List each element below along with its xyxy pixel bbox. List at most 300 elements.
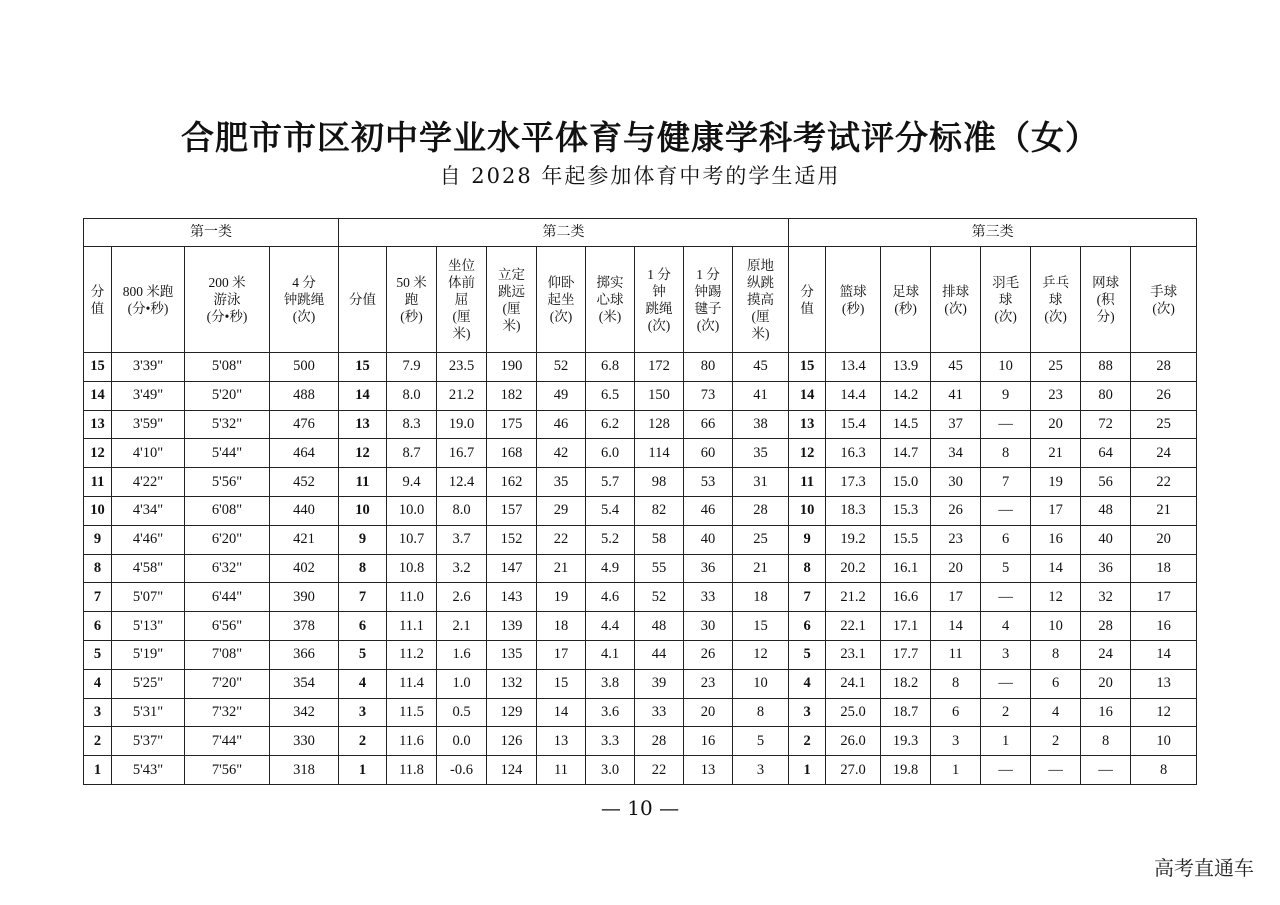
table-cell: 464 [270,439,339,468]
table-cell: 28 [1131,353,1197,382]
table-cell: 476 [270,410,339,439]
column-header: 足球 (秒) [881,247,931,353]
table-cell: 11.6 [387,727,437,756]
table-cell: 23 [931,525,981,554]
score-cell: 3 [84,698,112,727]
table-cell: 12.4 [437,468,487,497]
table-cell: 16 [1031,525,1081,554]
table-cell: 41 [733,381,789,410]
table-cell: 48 [635,612,684,641]
table-cell: 88 [1081,353,1131,382]
table-cell: — [981,410,1031,439]
table-cell: 8 [981,439,1031,468]
table-cell: 150 [635,381,684,410]
table-cell: 3 [981,640,1031,669]
score-cell: 13 [84,410,112,439]
table-cell: 124 [487,756,537,785]
table-cell: 8 [931,669,981,698]
table-cell: 16 [1131,612,1197,641]
table-cell: 8 [1031,640,1081,669]
table-cell: 20 [1031,410,1081,439]
table-cell: 25.0 [826,698,881,727]
table-cell: 440 [270,496,339,525]
table-cell: 342 [270,698,339,727]
column-header: 200 米 游泳 (分•秒) [185,247,270,353]
table-cell: 19.8 [881,756,931,785]
table-cell: 24 [1131,439,1197,468]
table-cell: 5.4 [586,496,635,525]
table-cell: 26 [931,496,981,525]
column-header: 4 分 钟跳绳 (次) [270,247,339,353]
column-header: 篮球 (秒) [826,247,881,353]
table-cell: 60 [684,439,733,468]
table-cell: 4'34" [112,496,185,525]
table-cell: 143 [487,583,537,612]
table-body [84,353,1197,785]
table-cell: 2.6 [437,583,487,612]
table-cell: 11.2 [387,640,437,669]
table-cell: 16 [1081,698,1131,727]
table-cell: 12 [733,640,789,669]
table-cell: 6.5 [586,381,635,410]
table-cell: 58 [635,525,684,554]
table-cell: 318 [270,756,339,785]
score-cell: 2 [789,727,826,756]
table-cell: 175 [487,410,537,439]
table-cell: 21 [733,554,789,583]
score-cell: 15 [339,353,387,382]
score-cell: 15 [84,353,112,382]
score-cell: 11 [789,468,826,497]
table-cell: 126 [487,727,537,756]
table-cell: 6.8 [586,353,635,382]
table-cell: 15.4 [826,410,881,439]
table-cell: 10.8 [387,554,437,583]
table-cell: 23 [1031,381,1081,410]
table-cell: 8 [1131,756,1197,785]
table-cell: 11.1 [387,612,437,641]
group-header: 第二类 [339,219,789,247]
table-cell: 19.2 [826,525,881,554]
table-cell: 5'07" [112,583,185,612]
table-cell: 4 [1031,698,1081,727]
table-cell: 390 [270,583,339,612]
table-cell: 11.0 [387,583,437,612]
table-cell: 23.5 [437,353,487,382]
table-cell: 5 [981,554,1031,583]
table-cell: 14.5 [881,410,931,439]
table-row [84,698,1197,727]
table-cell: 378 [270,612,339,641]
table-cell: 15 [537,669,586,698]
table-cell: 38 [733,410,789,439]
table-cell: 6 [981,525,1031,554]
table-cell: 13 [684,756,733,785]
table-cell: 5 [733,727,789,756]
table-cell: 114 [635,439,684,468]
column-header: 1 分 钟踢 毽子 (次) [684,247,733,353]
table-cell: — [1031,756,1081,785]
score-cell: 12 [789,439,826,468]
table-cell: 19.0 [437,410,487,439]
table-cell: 139 [487,612,537,641]
table-cell: 3'49" [112,381,185,410]
table-row [84,439,1197,468]
table-cell: 82 [635,496,684,525]
table-cell: 14 [931,612,981,641]
table-cell: 64 [1081,439,1131,468]
score-cell: 6 [339,612,387,641]
table-cell: 13.4 [826,353,881,382]
table-cell: 10 [1131,727,1197,756]
table-cell: 17.1 [881,612,931,641]
table-cell: 7'32" [185,698,270,727]
table-cell: 6'44" [185,583,270,612]
table-cell: 14 [1131,640,1197,669]
table-cell: 129 [487,698,537,727]
table-cell: 22.1 [826,612,881,641]
table-cell: 21 [1131,496,1197,525]
table-cell: 6'32" [185,554,270,583]
column-header: 手球 (次) [1131,247,1197,353]
table-cell: 11.4 [387,669,437,698]
table-cell: 10 [733,669,789,698]
table-cell: 4'46" [112,525,185,554]
table-row [84,353,1197,382]
table-cell: 11 [537,756,586,785]
table-row [84,468,1197,497]
table-cell: — [981,669,1031,698]
score-cell: 7 [789,583,826,612]
table-cell: 31 [733,468,789,497]
table-cell: 190 [487,353,537,382]
table-cell: 25 [1131,410,1197,439]
table-cell: 16 [684,727,733,756]
table-cell: 28 [1081,612,1131,641]
table-cell: 19.3 [881,727,931,756]
table-cell: 402 [270,554,339,583]
table-cell: 15.5 [881,525,931,554]
table-cell: 19 [537,583,586,612]
column-header: 50 米 跑 (秒) [387,247,437,353]
score-cell: 8 [789,554,826,583]
table-cell: 53 [684,468,733,497]
table-cell: 3.0 [586,756,635,785]
score-cell: 4 [84,669,112,698]
table-cell: 182 [487,381,537,410]
table-cell: 22 [1131,468,1197,497]
table-cell: 55 [635,554,684,583]
table-cell: 72 [1081,410,1131,439]
table-cell: 24.1 [826,669,881,698]
table-cell: 6.2 [586,410,635,439]
table-cell: 19 [1031,468,1081,497]
table-cell: 48 [1081,496,1131,525]
table-cell: 26.0 [826,727,881,756]
table-cell: 3 [931,727,981,756]
table-row [84,496,1197,525]
score-cell: 1 [789,756,826,785]
score-cell: 3 [339,698,387,727]
table-cell: 7'56" [185,756,270,785]
table-cell: 16.6 [881,583,931,612]
table-cell: 3.7 [437,525,487,554]
table-cell: 80 [1081,381,1131,410]
table-cell: 5'43" [112,756,185,785]
table-cell: 8.7 [387,439,437,468]
table-cell: 26 [684,640,733,669]
table-cell: 1.6 [437,640,487,669]
column-header: 分值 [339,247,387,353]
column-header: 分 值 [84,247,112,353]
table-cell: 52 [635,583,684,612]
score-cell: 5 [789,640,826,669]
table-cell: 40 [1081,525,1131,554]
table-cell: 34 [931,439,981,468]
score-cell: 7 [339,583,387,612]
table-cell: 17 [537,640,586,669]
score-cell: 11 [84,468,112,497]
table-cell: — [1081,756,1131,785]
score-cell: 12 [339,439,387,468]
table-cell: 3 [733,756,789,785]
column-header: 乒乓 球 (次) [1031,247,1081,353]
table-cell: 9.4 [387,468,437,497]
table-cell: 18.7 [881,698,931,727]
table-cell: 3.3 [586,727,635,756]
table-cell: 1.0 [437,669,487,698]
table-cell: 20 [1081,669,1131,698]
table-cell: 2 [981,698,1031,727]
table-cell: 488 [270,381,339,410]
column-header: 1 分 钟 跳绳 (次) [635,247,684,353]
group-header: 第三类 [789,219,1197,247]
table-cell: 25 [733,525,789,554]
column-header: 羽毛 球 (次) [981,247,1031,353]
table-cell: 30 [931,468,981,497]
table-cell: 157 [487,496,537,525]
table-cell: 5'20" [185,381,270,410]
table-cell: 3.2 [437,554,487,583]
table-cell: 6'08" [185,496,270,525]
table-cell: 20.2 [826,554,881,583]
table-cell: 16.3 [826,439,881,468]
table-cell: 11 [931,640,981,669]
score-cell: 5 [339,640,387,669]
table-cell: 8.3 [387,410,437,439]
table-cell: 4.9 [586,554,635,583]
table-cell: 10 [1031,612,1081,641]
table-cell: 21.2 [437,381,487,410]
table-cell: 0.0 [437,727,487,756]
table-cell: 7'20" [185,669,270,698]
table-cell: 18 [1131,554,1197,583]
score-cell: 14 [789,381,826,410]
table-cell: 33 [684,583,733,612]
table-cell: 6 [1031,669,1081,698]
table-cell: 14 [1031,554,1081,583]
score-cell: 4 [339,669,387,698]
table-cell: -0.6 [437,756,487,785]
table-cell: 98 [635,468,684,497]
table-cell: 17 [931,583,981,612]
score-cell: 10 [84,496,112,525]
table-cell: 16.7 [437,439,487,468]
table-cell: 12 [1131,698,1197,727]
score-cell: 15 [789,353,826,382]
table-cell: 66 [684,410,733,439]
group-header-row [84,219,1197,247]
table-cell: 5'19" [112,640,185,669]
table-cell: 13 [1131,669,1197,698]
scoring-table [83,218,1197,785]
score-cell: 9 [339,525,387,554]
table-cell: 52 [537,353,586,382]
table-cell: 10.7 [387,525,437,554]
table-cell: 25 [1031,353,1081,382]
table-cell: 168 [487,439,537,468]
table-cell: 21.2 [826,583,881,612]
column-header: 800 米跑 (分•秒) [112,247,185,353]
table-cell: 11.5 [387,698,437,727]
table-cell: 15 [733,612,789,641]
table-cell: 32 [1081,583,1131,612]
table-cell: 8.0 [437,496,487,525]
table-cell: 56 [1081,468,1131,497]
table-cell: 7 [981,468,1031,497]
score-cell: 11 [339,468,387,497]
table-cell: 46 [537,410,586,439]
watermark-text: 高考直通车 [1154,856,1254,880]
score-cell: 3 [789,698,826,727]
score-cell: 8 [339,554,387,583]
table-cell: 30 [684,612,733,641]
table-row [84,727,1197,756]
table-cell: 35 [733,439,789,468]
table-cell: 6'20" [185,525,270,554]
table-cell: 40 [684,525,733,554]
table-cell: 2 [1031,727,1081,756]
table-cell: 6.0 [586,439,635,468]
table-cell: 42 [537,439,586,468]
table-cell: 28 [733,496,789,525]
table-cell: 46 [684,496,733,525]
table-cell: 452 [270,468,339,497]
table-cell: 8 [733,698,789,727]
table-cell: 73 [684,381,733,410]
table-cell: 23 [684,669,733,698]
document-title: 合肥市市区初中学业水平体育与健康学科考试评分标准（女） [181,118,1099,157]
table-cell: 8.0 [387,381,437,410]
table-cell: 10.0 [387,496,437,525]
table-cell: 14.4 [826,381,881,410]
table-cell: 14.7 [881,439,931,468]
table-cell: 3.8 [586,669,635,698]
table-cell: 330 [270,727,339,756]
score-cell: 14 [339,381,387,410]
table-cell: 6 [931,698,981,727]
table-cell: 20 [684,698,733,727]
column-header: 分 值 [789,247,826,353]
table-cell: 17 [1031,496,1081,525]
table-cell: 18 [537,612,586,641]
table-cell: 13 [537,727,586,756]
table-cell: 4.6 [586,583,635,612]
score-cell: 9 [789,525,826,554]
table-cell: 4'10" [112,439,185,468]
score-cell: 1 [84,756,112,785]
column-header: 坐位 体前 屈 (厘 米) [437,247,487,353]
score-cell: 6 [84,612,112,641]
table-cell: 5'56" [185,468,270,497]
table-cell: 5.2 [586,525,635,554]
table-cell: 16.1 [881,554,931,583]
table-cell: 7'44" [185,727,270,756]
score-cell: 10 [789,496,826,525]
table-cell: 4 [981,612,1031,641]
table-cell: 421 [270,525,339,554]
table-row [84,756,1197,785]
table-cell: 0.5 [437,698,487,727]
table-cell: 147 [487,554,537,583]
score-cell: 2 [84,727,112,756]
table-cell: 80 [684,353,733,382]
table-cell: 17.3 [826,468,881,497]
table-cell: 6'56" [185,612,270,641]
table-cell: 36 [684,554,733,583]
table-cell: 45 [733,353,789,382]
table-cell: 18 [733,583,789,612]
table-row [84,525,1197,554]
group-header: 第一类 [84,219,339,247]
table-cell: 23.1 [826,640,881,669]
table-cell: 4'58" [112,554,185,583]
table-cell: 3.6 [586,698,635,727]
table-cell: 152 [487,525,537,554]
table-cell: 2.1 [437,612,487,641]
table-cell: 18.2 [881,669,931,698]
table-cell: — [981,496,1031,525]
table-row [84,612,1197,641]
table-cell: 24 [1081,640,1131,669]
table-cell: 172 [635,353,684,382]
score-cell: 5 [84,640,112,669]
table-cell: 45 [931,353,981,382]
table-cell: 4.4 [586,612,635,641]
score-cell: 1 [339,756,387,785]
table-row [84,640,1197,669]
score-cell: 10 [339,496,387,525]
table-cell: 5'31" [112,698,185,727]
table-cell: 36 [1081,554,1131,583]
score-cell: 9 [84,525,112,554]
table-cell: 8 [1081,727,1131,756]
table-row [84,583,1197,612]
table-cell: 366 [270,640,339,669]
score-cell: 6 [789,612,826,641]
score-cell: 14 [84,381,112,410]
table-cell: 14.2 [881,381,931,410]
document-subtitle: 自 2028 年起参加体育中考的学生适用 [439,164,841,188]
table-cell: 14 [537,698,586,727]
table-cell: 3'59" [112,410,185,439]
score-cell: 7 [84,583,112,612]
table-cell: 11.8 [387,756,437,785]
score-cell: 13 [339,410,387,439]
column-header: 立定 跳远 (厘 米) [487,247,537,353]
table-cell: 7'08" [185,640,270,669]
table-cell: — [981,756,1031,785]
